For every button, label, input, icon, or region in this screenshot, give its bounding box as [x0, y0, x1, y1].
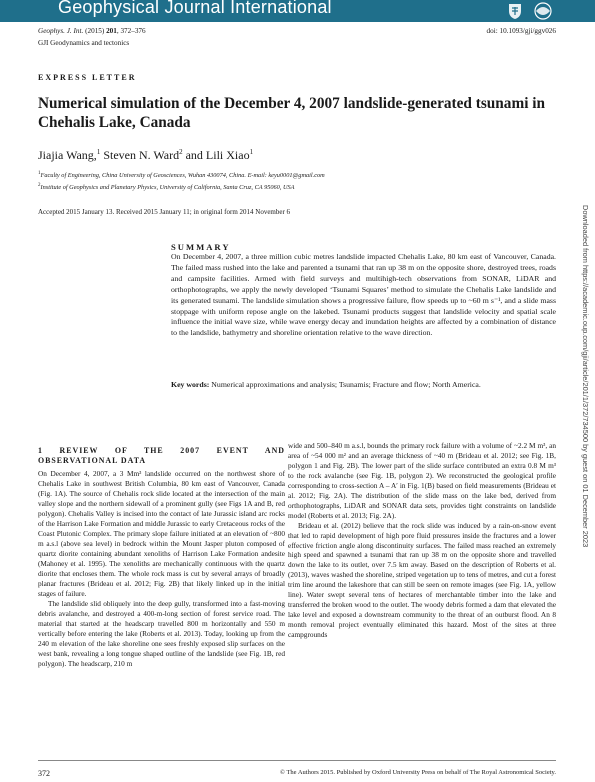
- citation-year: (2015): [85, 27, 105, 35]
- download-watermark-text: Downloaded from https://academic.oup.com/gji/article/201/1/372/734500 by guest on 01 December 2023: [581, 205, 590, 548]
- affiliation-item: [38, 181, 558, 193]
- affiliations: [38, 169, 558, 192]
- author-name: Steven N. Ward: [100, 148, 180, 162]
- affiliation-number: 2: [38, 182, 41, 188]
- body-column-right: [288, 441, 556, 640]
- citation-journal: Geophys. J. Int.: [38, 27, 84, 35]
- download-watermark: [582, 205, 590, 575]
- author-list: [38, 148, 253, 163]
- body-paragraph: Brideau et al. (2012) believe that the rock slide was induced by a rain-on-snow event that led to rapid development of high pore fluid pressures inside the fractures and a lower effective friction angle along discontinuity surfaces. The failed mass reached an extremely high speed and spawned a tsunami that ran up 38 m on the opposite shore and travelled down the lake to its outlet, over 7.5 km away. Based on the description of Roberts et al. (2013), waves washed the shoreline, striped vegetation up to tens of metres, and cut a forest trim line around the lakeshore that can still be seen on remote images (see Fig. 1A, yellow line). Water swept several tens of hectares of merchantable timber into the lake and transferred the broken wood to the outlet. The woody debris formed a dam that elevated the lake level and exposed a downstream community to the threat of an outburst flood. An 8 month removal project eventually eliminated this hazard. Most of the sites at three campgrounds: [288, 520, 556, 640]
- keywords-label: Key words:: [171, 380, 210, 389]
- body-paragraph: wide and 500–840 m a.s.l, bounds the primary rock failure with a volume of ~2.2 M m³, an area of ~54 000 m² and an average thickness of ~40 m (Brideau et al. 2012; see Fig. 1B, polygon 1 and Fig. 2B). The lower part of the slide surface contributed an extra 0.8 M m³ to the rock avalanche (see Fig. 1B, polygon 2). We reconstructed the geological profile corresponding to cross-section A – A′ in Fig. 1(B) based on field measurements (Brideau et al. 2012; Fig. 2A). The distribution of the slide mass on the lake bed, derived from orthophotographs, LiDAR and SONAR data sets, provides tight constraints on landslide model (Roberts et al. 2013; Fig. 2A).: [288, 441, 556, 520]
- journal-banner: [0, 0, 595, 22]
- affiliation-text: Faculty of Engineering, China University of Geosciences, Wuhan 430074, China. E-mail: keyu0001@gmail.com: [40, 172, 325, 180]
- keywords-list: Numerical approximations and analysis; Tsunamis; Fracture and flow; North America.: [211, 380, 481, 389]
- affiliation-number: 1: [38, 171, 41, 176]
- article-type: EXPRESS LETTER: [38, 73, 137, 82]
- citation: [38, 27, 146, 35]
- affiliation-text: Institute of Geophysics and Planetary Physics, University of California, Santa Cruz, CA 95060, USA: [40, 183, 295, 191]
- article-title: Numerical simulation of the December 4, 2007 landslide-generated tsunami in Chehalis Lake, Canada: [38, 95, 546, 131]
- subject-section: GJI Geodynamics and tectonics: [38, 39, 130, 47]
- summary-heading: SUMMARY: [171, 242, 231, 252]
- doi[interactable]: doi: 10.1093/gji/ggv026: [486, 27, 556, 35]
- footer-divider: [38, 760, 556, 761]
- section-heading: 1 REVIEW OF THE 2007 EVENT AND OBSERVATIONAL DATA: [38, 446, 285, 466]
- affiliation-item: [38, 169, 558, 181]
- journal-title: Geophysical Journal International: [58, 0, 332, 17]
- author-name: Jiajia Wang,: [38, 148, 97, 162]
- author-name: and Lili Xiao: [182, 148, 250, 162]
- ras-crest-icon: [505, 1, 525, 21]
- author-affiliation-mark[interactable]: 1: [249, 148, 254, 156]
- article-dates: Accepted 2015 January 13. Received 2015 January 11; in original form 2014 November 6: [38, 208, 291, 216]
- citation-volume: 201: [106, 27, 117, 35]
- citation-pages: , 372–376: [116, 27, 146, 35]
- copyright-notice: © The Authors 2015. Published by Oxford University Press on behalf of The Royal Astronomical Society.: [280, 769, 556, 776]
- summary-text: On December 4, 2007, a three million cubic metres landslide impacted Chehalis Lake, 80 km east of Vancouver, Canada. The failed mass rushed into the lake and parented a tsunami that ran up 38 m on the opposite shore, destroyed trees, roads and campsite facilities. Armed with field surveys and multihigh-tech observations from SONAR, LiDAR and orthophotographs, we apply the newly developed ‘Tsunami Squares’ method to simulate the Chehalis Lake landslide and its generated tsunami. The landslide simulation shows a progressive failure, flow speeds up to ~60 m s⁻¹, and a slide mass stoppage with uniform repose angle on the lakebed. Tsunami products suggest that landslide velocity and spatial scale influence the initial wave size, while wave energy decay and inundation heights are affected by a combination of distance to the landslide, bathymetry and shoreline orientation relative to the wave direction.: [171, 252, 556, 338]
- author-affiliation-mark[interactable]: 2: [179, 148, 183, 156]
- body-paragraph: The landslide slid obliquely into the deep gully, transformed into a fast-moving debris avalanche, and destroyed a 400-m-long section of forest service road. The material that started at the headscarp travelled 800 m horizontally and 550 m vertically before entering the lake (Roberts et al. 2013). Today, looking up from the 240 m elevation of the lake shoreline one sees freshly exposed slip surfaces on the west bank, revealing a long tongue shaped outline of the landslide (see Fig. 1B, red polygon). The headscarp, 210 m: [38, 598, 285, 668]
- dgg-logo-icon: [530, 1, 556, 21]
- keywords: [171, 380, 556, 391]
- body-paragraph: On December 4, 2007, a 3 Mm³ landslide occurred on the northwest shore of Chehalis Lake in southwest British Columbia, 80 km east of Vancouver, Canada (Fig. 1A). The source of Chehalis rock slide located at the intersection of the main valley slope and the northern sidewall of a prominent gully (see Figs 1A and B, red polygon). Chehalis Valley is incised into the contact of late Jurassic island arc rocks of the Harrison Lake Formation and middle Jurassic to early Cretaceous rocks of the Coast Plutonic Complex. The primary slope failure initiated at an elevation of ~800 m a.s.l (above sea level) in bedrock within the Mount Jasper pluton composed of quartz diorite containing abundant xenoliths of Harrison Lake Formation andesite (Mahoney et al. 1995). The xenoliths are mechanically continuous with the quartz diorite that encloses them. The whole rock mass is cut by several arrays of broadly planar fractures (Brideau et al. 2012; Fig. 2B) that likely linked up in the initial stages of failure.: [38, 469, 285, 598]
- page-number: 372: [38, 769, 50, 778]
- author-affiliation-mark[interactable]: 1: [96, 148, 101, 156]
- body-column-left: [38, 446, 285, 668]
